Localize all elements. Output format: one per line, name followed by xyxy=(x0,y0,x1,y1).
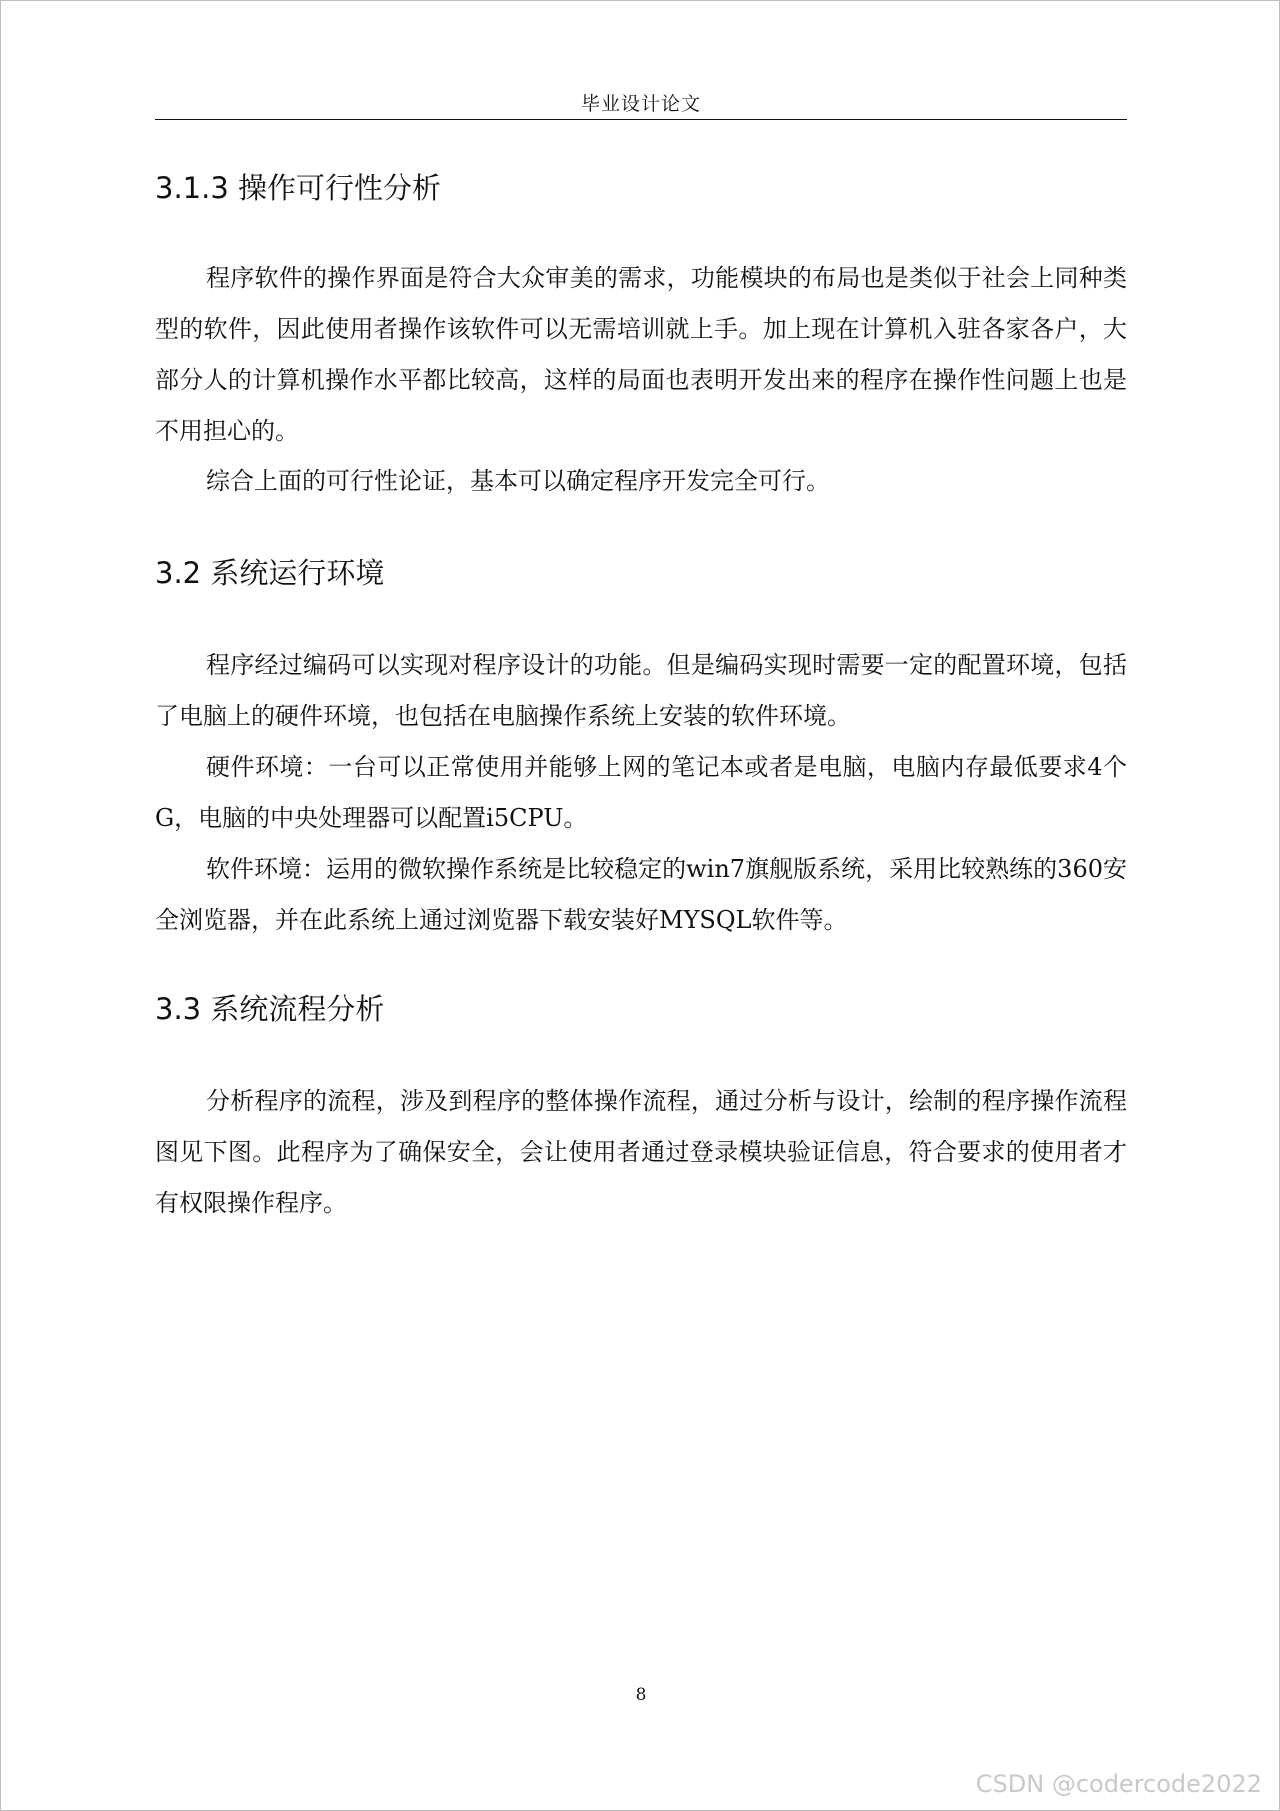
section-heading-3-3: 3.3 系统流程分析 xyxy=(155,992,385,1026)
section-heading-3-1-3: 3.1.3 操作可行性分析 xyxy=(155,171,442,205)
section-3-2-paragraph-3: 软件环境：运用的微软操作系统是比较稳定的win7旗舰版系统，采用比较熟练的360安全浏览器，并在此系统上通过浏览器下载安装好MYSQL软件等。 xyxy=(155,855,1127,934)
header-divider xyxy=(155,119,1127,120)
section-3-1-3-paragraph-1: 程序软件的操作界面是符合大众审美的需求，功能模块的布局也是类似于社会上同种类型的软件，因此使用者操作该软件可以无需培训就上手。加上现在计算机入驻各家各户，大部分人的计算机操作水平都比较高，这样的局面也表明开发出来的程序在操作性问题上也是不用担心的。 xyxy=(155,264,1127,445)
section-3-3-paragraph-1: 分析程序的流程，涉及到程序的整体操作流程，通过分析与设计，绘制的程序操作流程图见下图。此程序为了确保安全，会让使用者通过登录模块验证信息，符合要求的使用者才有权限操作程序。 xyxy=(155,1087,1127,1217)
section-3-1-3-paragraph-2: 综合上面的可行性论证，基本可以确定程序开发完全可行。 xyxy=(206,467,830,495)
section-3-2-paragraph-1: 程序经过编码可以实现对程序设计的功能。但是编码实现时需要一定的配置环境，包括了电脑上的硬件环境，也包括在电脑操作系统上安装的软件环境。 xyxy=(155,651,1127,730)
section-heading-3-2: 3.2 系统运行环境 xyxy=(155,556,385,590)
running-header-title: 毕业设计论文 xyxy=(580,93,701,115)
page-number: 8 xyxy=(635,1685,647,1705)
section-3-2-paragraph-2: 硬件环境：一台可以正常使用并能够上网的笔记本或者是电脑，电脑内存最低要求4个G，电脑的中央处理器可以配置i5CPU。 xyxy=(155,753,1127,832)
csdn-watermark: CSDN @codercode2022 xyxy=(975,1770,1262,1798)
